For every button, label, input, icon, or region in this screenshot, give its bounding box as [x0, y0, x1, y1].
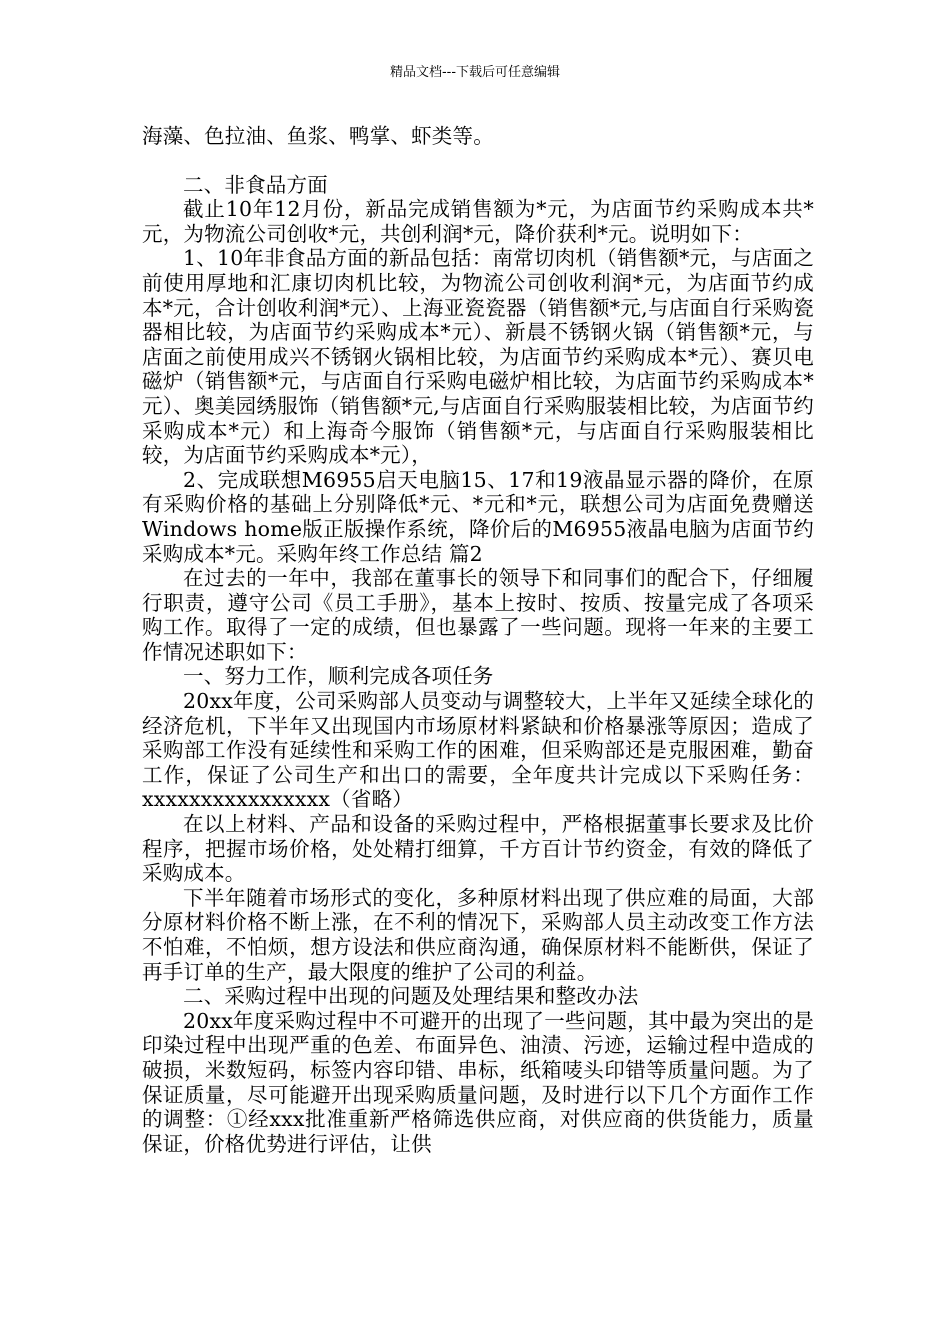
paragraph: 海藻、色拉油、鱼浆、鸭掌、虾类等。 — [142, 124, 494, 148]
paragraph: 20xx年度采购过程中不可避开的出现了一些问题，其中最为突出的是印染过程中出现严重的色差、布面异色、油渍、污迹，运输过程中造成的破损，米数短码，标签内容印错、串标，纸箱唛头印错等质量问题。为了保证质量，尽可能避开出现采购质量问题，及时进行以下几个方面作工作的调整：①经xxx批准重新严格筛选供应商，对供应商的供货能力，质量保证，价格优势进行评估，让供 — [142, 1008, 814, 1156]
paragraph: 截止10年12月份，新品完成销售额为*元，为店面节约采购成本共*元，为物流公司创收*元，共创利润*元，降价获利*元。说明如下： — [142, 197, 814, 246]
page-header: 精品文档---下载后可任意编辑 — [389, 65, 561, 80]
document-body — [142, 124, 814, 1156]
paragraph: 2、完成联想M6955启天电脑15、17和19液晶显示器的降价，在原有采购价格的基础上分别降低*元、*元和*元，联想公司为店面免费赠送Windows home版正版操作系统，降价后的M6955液晶电脑为店面节约采购成本*元。采购年终工作总结 篇2 — [142, 467, 814, 566]
paragraph: 1、10年非食品方面的新品包括：南常切肉机（销售额*元，与店面之前使用厚地和汇康切肉机比较，为物流公司创收利润*元，为店面节约成本*元，合计创收利润*元）、上海亚瓷瓷器（销售额*元,与店面自行采购瓷器相比较，为店面节约采购成本*元）、新晨不锈钢火锅（销售额*元，与店面之前使用成兴不锈钢火锅相比较，为店面节约采购成本*元）、赛贝电磁炉（销售额*元，与店面自行采购电磁炉相比较，为店面节约采购成本*元）、奥美园绣服饰（销售额*元,与店面自行采购服装相比较，为店面节约采购成本*元）和上海奇今服饰（销售额*元，与店面自行采购服装相比较，为店面节约采购成本*元）， — [142, 246, 814, 468]
paragraph: 在以上材料、产品和设备的采购过程中，严格根据董事长要求及比价程序，把握市场价格，处处精打细算，千方百计节约资金，有效的降低了采购成本。 — [142, 812, 814, 886]
section-heading: 一、努力工作，顺利完成各项任务 — [183, 664, 494, 689]
section-heading: 二、采购过程中出现的问题及处理结果和整改办法 — [183, 984, 639, 1009]
paragraph: 在过去的一年中，我部在董事长的领导下和同事们的配合下，仔细履行职责，遵守公司《员工手册》，基本上按时、按质、按量完成了各项采购工作。取得了一定的成绩，但也暴露了一些问题。现将一年来的主要工作情况述职如下： — [142, 566, 814, 664]
paragraph: 下半年随着市场形式的变化，多种原材料出现了供应难的局面，大部分原材料价格不断上涨，在不利的情况下，采购部人员主动改变工作方法不怕难，不怕烦，想方设法和供应商沟通，确保原材料不能断供，保证了再手订单的生产，最大限度的维护了公司的利益。 — [142, 885, 814, 984]
paragraph: 20xx年度，公司采购部人员变动与调整较大，上半年又延续全球化的经济危机，下半年又出现国内市场原材料紧缺和价格暴涨等原因；造成了采购部工作没有延续性和采购工作的困难，但采购部还是克服困难，勤奋工作，保证了公司生产和出口的需要，全年度共计完成以下采购任务：xxxxxxxxxxxxxxxx（省略） — [142, 689, 814, 812]
section-heading: 二、非食品方面 — [183, 172, 328, 197]
